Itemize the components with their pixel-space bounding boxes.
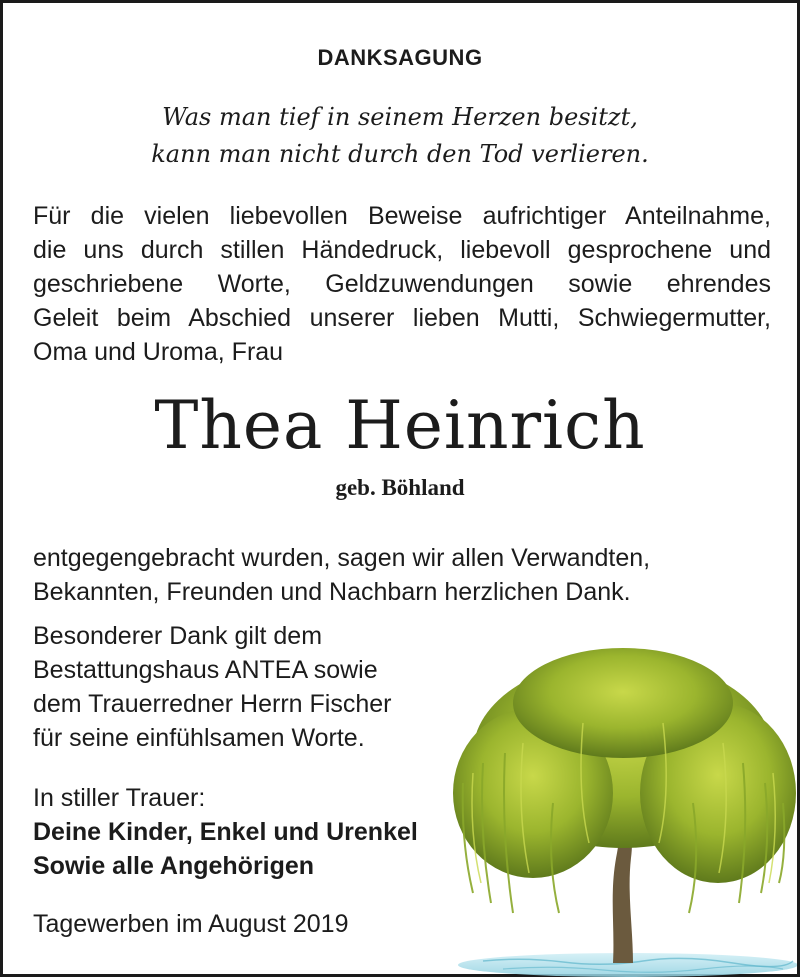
family-line: Sowie alle Angehörigen [33, 852, 315, 880]
intro-line: geschriebene Worte, Geldzuwendungen sowie ehrendes [33, 270, 771, 298]
intro-line: die uns durch stillen Händedruck, liebevoll gesprochene und [33, 236, 771, 264]
mourning-label: In stiller Trauer: [33, 784, 206, 812]
thanks-paragraph [33, 541, 733, 609]
intro-line: Geleit beim Abschied unserer lieben Mutti, Schwiegermutter, [33, 304, 771, 332]
special-thanks-line: Bestattungshaus ANTEA sowie [33, 656, 378, 684]
special-thanks-line: für seine einfühlsamen Worte. [33, 724, 365, 752]
place-date: Tagewerben im August 2019 [33, 910, 349, 938]
special-thanks-paragraph [33, 619, 453, 755]
special-thanks-line: dem Trauerredner Herrn Fischer [33, 690, 392, 718]
place-date-block [33, 907, 453, 941]
intro-line: Für die vielen liebevollen Beweise aufrichtiger Anteilnahme, [33, 202, 771, 230]
notice-heading: DANKSAGUNG [317, 45, 483, 70]
thanks-line: entgegengebracht wurden, sagen wir allen Verwandten, [33, 544, 651, 572]
special-thanks-line: Besonderer Dank gilt dem [33, 622, 323, 650]
deceased-name: Thea Heinrich [154, 387, 646, 464]
quote-line-2: kann man nicht durch den Tod verlieren. [151, 140, 649, 168]
weeping-willow-tree-icon [443, 643, 797, 977]
intro-line: Oma und Uroma, Frau [33, 338, 284, 366]
family-line: Deine Kinder, Enkel und Urenkel [33, 818, 418, 846]
intro-paragraph [33, 199, 771, 369]
maiden-name: geb. Böhland [335, 475, 465, 500]
thanks-line: Bekannten, Freunden und Nachbarn herzlichen Dank. [33, 578, 631, 606]
signature-block [33, 781, 453, 883]
quote-line-1: Was man tief in seinem Herzen besitzt, [162, 103, 638, 131]
